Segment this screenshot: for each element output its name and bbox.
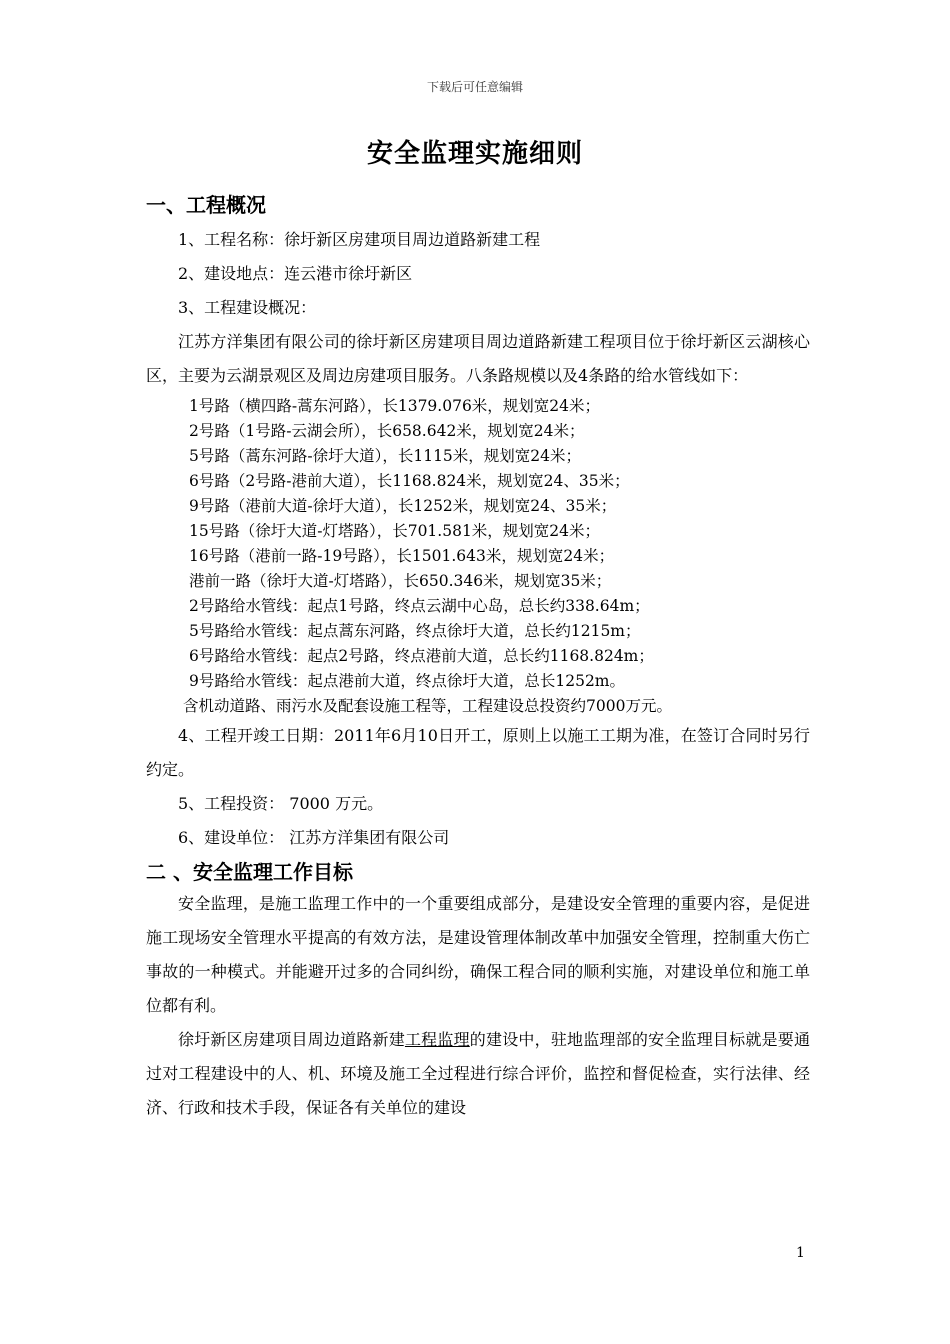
road-item: 16号路（港前一路-19号路），长1501.643米，规划宽24米； [189,547,615,565]
road-list [146,394,810,719]
header-note: 下载后可任意编辑 [426,80,523,94]
project-overview-text: 江苏方洋集团有限公司的徐圩新区房建项目周边道路新建工程项目位于徐圩新区云湖核心区，主要为云湖景观区及周边房建项目服务。八条路规模以及4条路的给水管线如下： [146,332,810,385]
paragraph-text: 徐圩新区房建项目周边道路新建 [178,1030,405,1049]
investment-note: 含机动道路、雨污水及配套设施工程等，工程建设总投资约7000万元。 [183,697,672,715]
water-pipeline-item: 6号路给水管线：起点2号路，终点港前大道，总长约1168.824m； [189,647,654,665]
road-item: 15号路（徐圩大道-灯塔路），长701.581米，规划宽24米； [189,522,601,540]
construction-unit: 6、建设单位： 江苏方洋集团有限公司 [178,828,450,847]
safety-paragraph-1: 安全监理，是施工监理工作中的一个重要组成部分，是建设安全管理的重要内容，是促进施工现场安全管理水平提高的有效方法，是建设管理体制改革中加强安全管理，控制重大伤亡事故的一种模式。并能避开过多的合同纠纷，确保工程合同的顺利实施，对建设单位和施工单位都有利。 [146,894,810,1015]
project-name: 1、工程名称：徐圩新区房建项目周边道路新建工程 [178,230,541,249]
project-location: 2、建设地点：连云港市徐圩新区 [178,264,413,283]
document-title: 安全监理实施细则 [366,139,583,169]
road-item: 2号路（1号路-云湖会所），长658.642米，规划宽24米； [189,422,585,440]
engineering-supervision-link[interactable]: 工程监理 [404,1030,470,1049]
paragraph-text: 的建设中，驻地监理部的安全监理目标就是要通过对工程建设中的人、机、环境及施工全过程进行综合评价，监控和督促检查，实行法律、经济、行政和技术手段，保证各有关单位的建设 [146,1030,810,1117]
water-pipeline-item: 2号路给水管线：起点1号路，终点云湖中心岛，总长约338.64m； [189,597,650,615]
safety-paragraph-2 [146,1023,810,1125]
road-item: 9号路（港前大道-徐圩大道），长1252米，规划宽24、35米； [189,497,617,515]
project-investment: 5、工程投资： 7000 万元。 [178,794,384,813]
construction-dates: 4、工程开竣工日期：2011年6月10日开工，原则上以施工工期为准，在签订合同时另行约定。 [146,726,810,779]
section-heading-safety-goals: 二 、安全监理工作目标 [146,860,353,884]
section-heading-overview: 一、工程概况 [146,193,266,217]
water-pipeline-item: 9号路给水管线：起点港前大道，终点徐圩大道，总长1252m。 [189,672,626,690]
water-pipeline-item: 5号路给水管线：起点蒿东河路，终点徐圩大道，总长约1215m； [189,622,641,640]
document-body [146,190,810,1125]
road-item: 1号路（横四路-蒿东河路），长1379.076米，规划宽24米； [189,397,601,415]
page-number: 1 [796,1245,805,1261]
project-overview-label: 3、工程建设概况： [178,298,317,317]
road-item: 6号路（2号路-港前大道），长1168.824米，规划宽24、35米； [189,472,630,490]
road-item: 港前一路（徐圩大道-灯塔路），长650.346米，规划宽35米； [189,572,612,590]
road-item: 5号路（蒿东河路-徐圩大道），长1115米，规划宽24米； [189,447,582,465]
